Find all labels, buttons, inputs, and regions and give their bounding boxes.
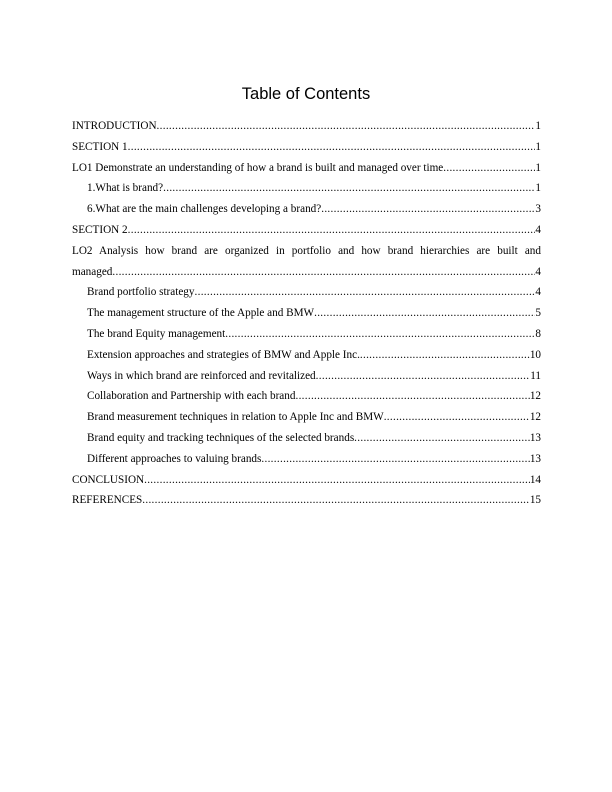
toc-dot-leader [128,137,536,158]
toc-entry-collaboration[interactable] [72,386,541,407]
toc-entry-label: The management structure of the Apple and BMW [87,307,315,320]
toc-entry-label: SECTION 2 [72,223,128,236]
toc-entry-brand-portfolio[interactable] [72,282,541,303]
toc-entry-label: 6.What are the main challenges developing a brand? [87,203,322,216]
toc-entry-conclusion[interactable] [72,470,541,491]
toc-page-number: 13 [529,452,541,465]
toc-page-number: 1 [535,140,541,153]
toc-entry-section-1[interactable] [72,137,541,158]
toc-page-number: 10 [529,348,541,361]
toc-dot-leader [128,220,536,241]
toc-entry-label: Extension approaches and strategies of BMW and Apple Inc. [87,348,360,361]
toc-dot-leader [157,116,536,137]
toc-entry-section-2[interactable] [72,220,541,241]
toc-dot-leader [443,158,535,179]
toc-entry-what-is-brand[interactable] [72,178,541,199]
toc-entry-label: Collaboration and Partnership with each brand [87,390,296,403]
toc-entry-label: SECTION 1 [72,140,128,153]
table-of-contents [72,116,541,511]
toc-entry-label: Brand measurement techniques in relation to Apple Inc and BMW [87,411,384,424]
toc-entry-label: managed [72,265,113,278]
toc-page-number: 5 [535,307,541,320]
toc-dot-leader [163,178,535,199]
toc-entry-extension-approaches[interactable] [72,345,541,366]
toc-page-number: 1 [535,161,541,174]
toc-page-number: 3 [535,203,541,216]
toc-page-number: 4 [535,223,541,236]
toc-entry-label: The brand Equity management [87,327,226,340]
toc-entry-label: Ways in which brand are reinforced and revitalized [87,369,316,382]
toc-page-number: 13 [529,431,541,444]
toc-entry-label: CONCLUSION [72,473,145,486]
toc-dot-leader [195,282,536,303]
toc-entry-label: 1.What is brand? [87,182,164,195]
toc-entry-label: INTRODUCTION [72,120,157,132]
toc-page-number: 8 [535,327,541,340]
toc-page-number: 14 [529,473,541,486]
toc-page-number: 4 [535,286,541,299]
toc-dot-leader [295,386,529,407]
toc-entry-brand-equity-management[interactable] [72,324,541,345]
toc-entry-label: Different approaches to valuing brands [87,452,262,465]
toc-entry-lo2[interactable] [72,262,541,283]
toc-entry-main-challenges[interactable] [72,199,541,220]
toc-entry-tracking-techniques[interactable] [72,428,541,449]
toc-dot-leader [261,449,529,470]
toc-entry-reinforced-revitalized[interactable] [72,366,541,387]
toc-entry-introduction[interactable] [72,116,541,137]
toc-page-number: 12 [529,390,541,403]
toc-entry-valuing-brands[interactable] [72,449,541,470]
toc-dot-leader [360,345,530,366]
toc-entry-lo1[interactable] [72,158,541,179]
toc-dot-leader [112,262,535,283]
toc-dot-leader [316,366,531,387]
toc-page-number: 11 [530,369,541,382]
toc-page-number: 15 [529,494,541,507]
toc-entry-references[interactable] [72,490,541,511]
toc-page-number: 1 [535,120,541,132]
toc-page-number: 4 [535,265,541,278]
toc-title: Table of Contents [241,85,371,103]
toc-dot-leader [225,324,535,345]
toc-dot-leader [321,199,535,220]
toc-entry-label: REFERENCES [72,494,143,507]
toc-entry-management-structure[interactable] [72,303,541,324]
toc-entry-label: Brand equity and tracking techniques of the selected brands [87,431,355,444]
toc-dot-leader [144,470,530,491]
toc-dot-leader [384,407,530,428]
toc-page-number: 1 [535,182,541,195]
toc-entry-measurement-techniques[interactable] [72,407,541,428]
toc-dot-leader [354,428,530,449]
toc-dot-leader [142,490,530,511]
toc-entry-label: LO1 Demonstrate an understanding of how a brand is built and managed over time [72,161,444,174]
toc-entry-lo2-line1[interactable]: LO2 Analysis how brand are organized in portfolio and how brand hierarchies are built and [72,244,541,257]
toc-page-number: 12 [529,411,541,424]
toc-entry-label: Brand portfolio strategy [87,286,195,299]
toc-dot-leader [314,303,535,324]
